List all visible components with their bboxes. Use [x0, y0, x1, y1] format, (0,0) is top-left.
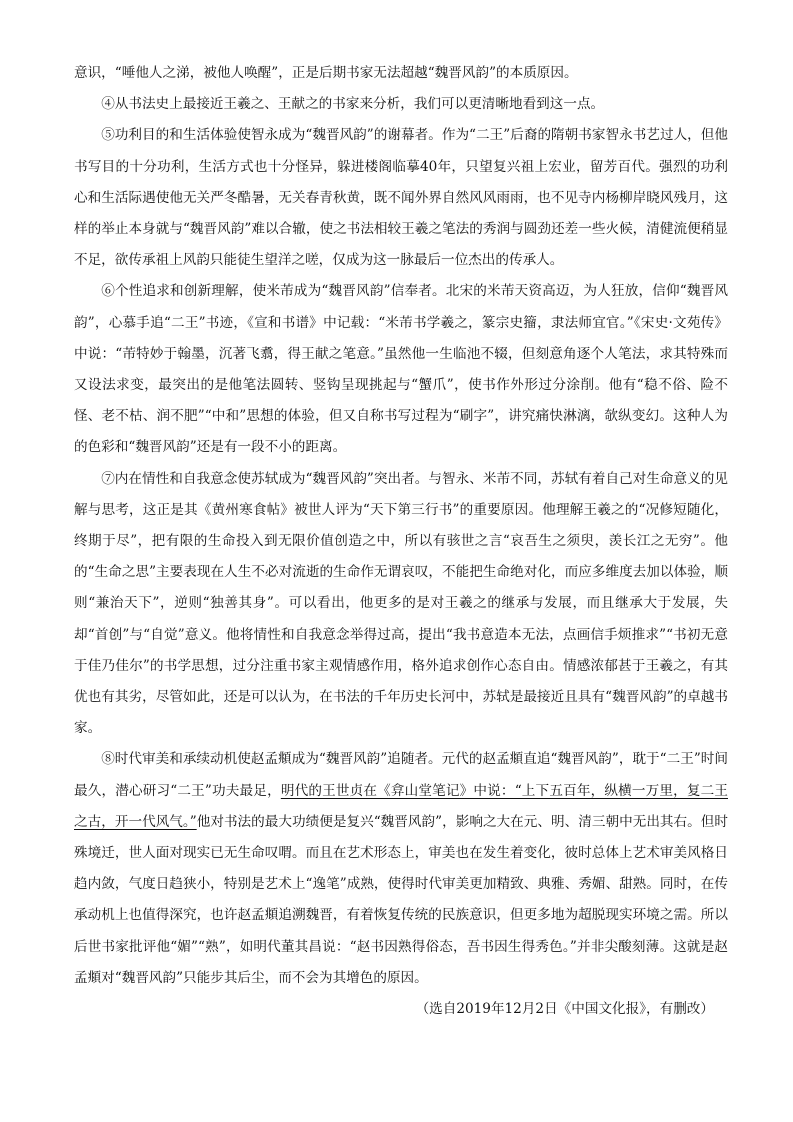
paragraph-5: ⑤功利目的和生活体验使智永成为“魏晋风韵”的谢幕者。作为“二王”后裔的隋朝书家智永书艺过人，但他书写目的十分功利，生活方式也十分怪异，躲进楼阁临摹40年，只望复兴祖上宏业，留芳百代。强烈的功利心和生活际遇使他无关严冬酷暑，无关春青秋黄，既不闻外界自然风风雨雨，也不见寺内杨柳岸晓风残月，这样的举止本身就与“魏晋风韵”难以合辙，使之书法相较王羲之笔法的秀润与圆劲还差一些火候，清健流便稍显不足，欲传承祖上风韵只能徒生望洋之嗟，仅成为这一脉最后一位杰出的传承人。 [74, 127, 728, 269]
paragraph-4: ④从书法史上最接近王羲之、王献之的书家来分析，我们可以更清晰地看到这一点。 [101, 96, 605, 113]
source-citation: （选自2019年12月2日《中国文化报》，有删改） [415, 1001, 714, 1018]
paragraph-8 [74, 744, 728, 994]
paragraph-continued: 意识，“唾他人之涕，被他人唤醒”，正是后期书家无法超越“魏晋风韵”的本质原因。 [74, 65, 578, 81]
paragraph-8-text-a: ⑧时代审美和承续动机使赵孟頫成为“魏晋风韵”追随者。元代的赵孟頫直追“魏晋风韵”，耽于“二王”时间最久，潜心研习“二王”功夫最足， [74, 751, 728, 799]
paragraph-8-text-b: 他对书法的最大功绩便是复兴“魏晋风韵”，影响之大在元、明、清三朝中无出其右。但时殊境迁，世人面对现实已无生命叹喟。而且在艺术形态上，审美也在发生着变化，彼时总体上艺术审美风格日趋内敛，气度日趋狭小，特别是艺术上“逸笔”成熟，使得时代审美更加精致、典雅、秀媚、甜熟。同时，在传承动机上也值得深究，也许赵孟頫追溯魏晋，有着恢复传统的民族意识，但更多地为超脱现实环境之需。所以后世书家批评他“媚”“熟”，如明代董其昌说：“赵书因熟得俗态，吾书因生得秀色。”并非尖酸刻薄。这就是赵孟頫对“魏晋风韵”只能步其后尘，而不会为其增色的原因。 [74, 813, 728, 986]
document-page [74, 58, 728, 1025]
underlined-quote: 明代的王世贞在《弇山堂笔记》中说：“上下五百年，纵横一万里，复二王之古，开一代风气。” [74, 782, 728, 830]
paragraph-6: ⑥个性追求和创新理解，使米芾成为“魏晋风韵”信奉者。北宋的米芾天资高迈，为人狂放，信仰“魏晋风韵”，心慕手追“二王”书迹，《宣和书谱》中记载：“米芾书学羲之，篆宗史籀，隶法师宜官。”《宋史·文苑传》中说：“芾特妙于翰墨，沉著飞翥，得王献之笔意。”虽然他一生临池不辍，但刻意角逐个人笔法，求其特殊而又设法求变，最突出的是他笔法圆转、竖钩呈现挑起与“蟹爪”，使书作外形过分涂削。他有“稳不俗、险不怪、老不枯、润不肥”“中和”思想的体验，但又自称书写过程为“刷字”，讲究痛快淋漓，欹纵变幻。这种人为的色彩和“魏晋风韵”还是有一段不小的距离。 [74, 283, 728, 456]
paragraph-7: ⑦内在情性和自我意念使苏轼成为“魏晋风韵”突出者。与智永、米芾不同，苏轼有着自己对生命意义的见解与思考，这正是其《黄州寒食帖》被世人评为“天下第三行书”的重要原因。他理解王羲之的“况修短随化，终期于尽”，把有限的生命投入到无限价值创造之中，所以有骇世之言“哀吾生之须臾，羡长江之无穷”。他的“生命之思”主要表现在人生不必对流逝的生命作无谓哀叹，不能把生命绝对化，而应多维度去加以体验，顺则“兼治天下”，逆则“独善其身”。可以看出，他更多的是对王羲之的继承与发展，而且继承大于发展，失却“首创”与“自觉”意义。他将情性和自我意念举得过高，提出“我书意造本无法，点画信手烦推求”“书初无意于佳乃佳尔”的书学思想，过分注重书家主观情感作用，格外追求创作心态自由。情感浓郁甚于王羲之，有其优也有其劣，尽管如此，还是可以认为，在书法的千年历史长河中，苏轼是最接近且具有“魏晋风韵”的卓越书家。 [74, 470, 728, 737]
